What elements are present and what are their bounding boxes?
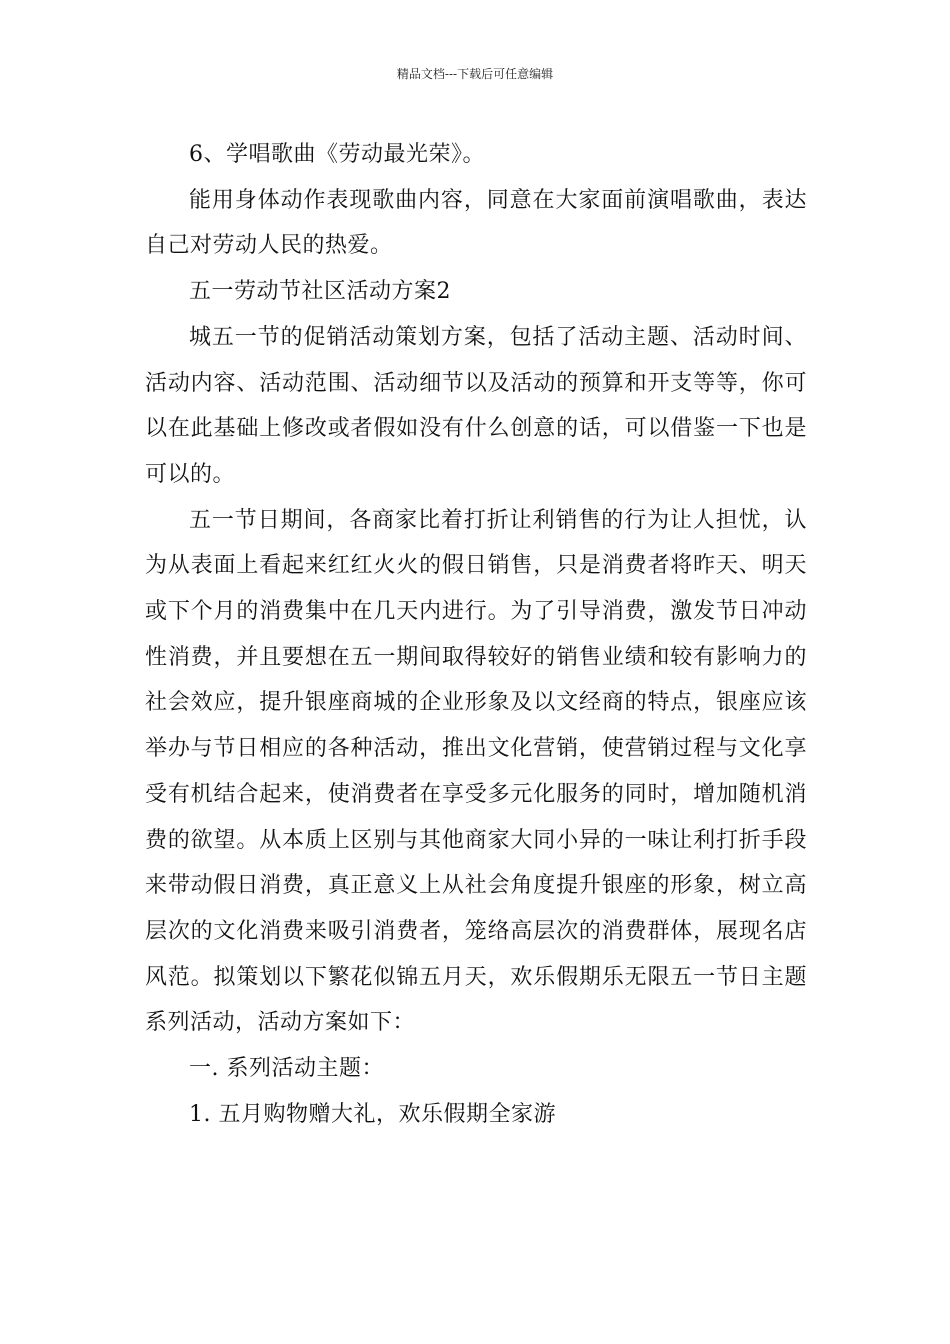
list-item: 1. 五月购物赠大礼，欢乐假期全家游 [189,1101,556,1127]
page-header: 精品文档---下载后可任意编辑 [396,67,554,81]
document-body [145,132,807,1137]
paragraph-intro: 城五一节的促销活动策划方案，包括了活动主题、活动时间、活动内容、活动范围、活动细节以及活动的预算和开支等等，你可以在此基础上修改或者假如没有什么创意的话，可以借鉴一下也是可以的。 [145,324,807,487]
subsection-heading: 一. 系列活动主题： [189,1056,384,1082]
paragraph-song-goal: 能用身体动作表现歌曲内容，同意在大家面前演唱歌曲，表达自己对劳动人民的热爱。 [145,187,807,259]
section-title: 五一劳动节社区活动方案2 [189,279,451,305]
paragraph-song-item: 6、学唱歌曲《劳动最光荣》。 [189,142,485,167]
paragraph-background: 五一节日期间，各商家比着打折让利销售的行为让人担忧，认为从表面上看起来红红火火的假日销售，只是消费者将昨天、明天或下个月的消费集中在几天内进行。为了引导消费，激发节日冲动性消费，并且要想在五一期间取得较好的销售业绩和较有影响力的社会效应，提升银座商城的企业形象及以文经商的特点，银座应该举办与节日相应的各种活动，推出文化营销，使营销过程与文化享受有机结合起来，使消费者在享受多元化服务的同时，增加随机消费的欲望。从本质上区别与其他商家大同小异的一味让利打折手段来带动假日消费，真正意义上从社会角度提升银座的形象，树立高层次的文化消费来吸引消费者，笼络高层次的消费群体，展现名店风范。拟策划以下繁花似锦五月天，欢乐假期乐无限五一节日主题系列活动，活动方案如下： [145,507,807,1036]
